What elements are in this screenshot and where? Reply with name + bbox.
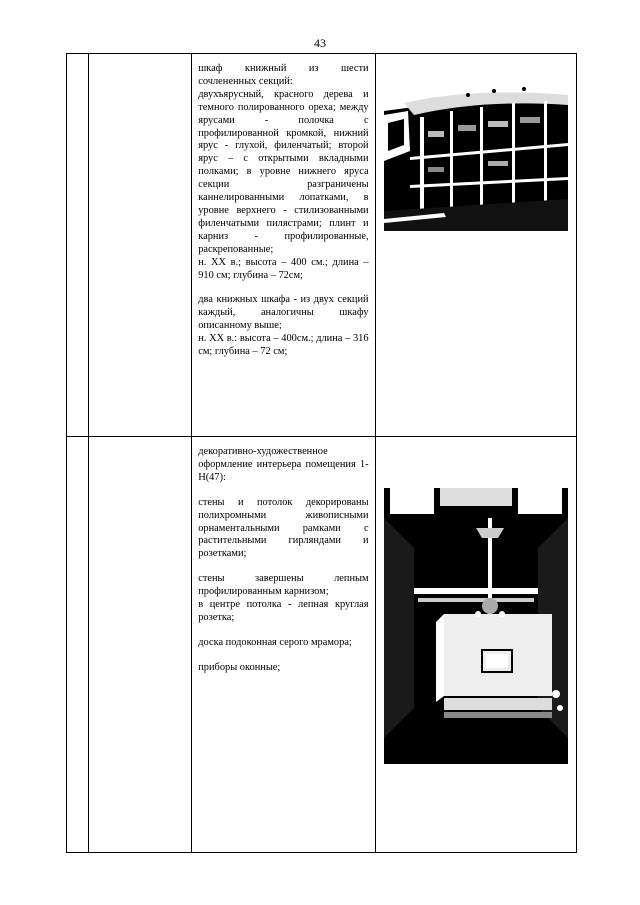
photo-cell	[375, 437, 576, 853]
description-paragraph: н. XX в.; высота – 400 см.; длина – 910 см; глубина – 72см;	[198, 256, 369, 281]
table-row	[67, 437, 577, 853]
photo-cell	[375, 54, 576, 437]
room-ceiling-photo-icon	[384, 488, 568, 764]
table-row	[67, 54, 577, 437]
description-paragraph: доска подоконная серого мрамора;	[198, 636, 352, 648]
inventory-table	[66, 53, 577, 853]
description-paragraph: н. XX в.: высота – 400см.; длина – 316 см; глубина – 72 см;	[198, 333, 369, 358]
description-paragraph: шкаф книжный из шести сочлененных секций:	[198, 63, 369, 87]
bookcase-interior-photo-icon	[384, 81, 568, 231]
object-name-cell	[89, 437, 192, 853]
description-paragraph: двухъярусный, красного дерева и темного полированного ореха; между ярусами - полочка с профилированной кромкой, нижний ярус - глухой, филенчатый; второй ярус – с открытыми вкладными полками; в уровне нижнего яруса секции разграничены каннелированными лопатками, в уровне верхнего - стилизованными филенчатыми пилястрами; плинт и карниз - профилированные, раскрепованные;	[198, 88, 369, 255]
description-paragraph: приборы оконные;	[198, 661, 281, 673]
object-name-cell	[89, 54, 192, 437]
row-number-cell	[67, 437, 89, 853]
description-paragraph: два книжных шкафа - из двух секций каждый, аналогичны шкафу описанному выше;	[198, 294, 369, 332]
description-cell	[192, 437, 375, 853]
description-paragraph: декоративно-художественное оформление интерьера помещения 1-Н(47):	[198, 446, 369, 483]
page-number: 43	[314, 36, 326, 50]
description-paragraph: стены и потолок декорированы полихромными живописными орнаментальными рамками с растительными гирляндами и розетками;	[198, 496, 369, 560]
description-cell	[192, 54, 375, 437]
description-paragraph: в центре потолка - лепная круглая розетка;	[198, 599, 369, 623]
row-number-cell	[67, 54, 89, 437]
description-paragraph: стены завершены лепным профилированным карнизом;	[198, 573, 369, 598]
